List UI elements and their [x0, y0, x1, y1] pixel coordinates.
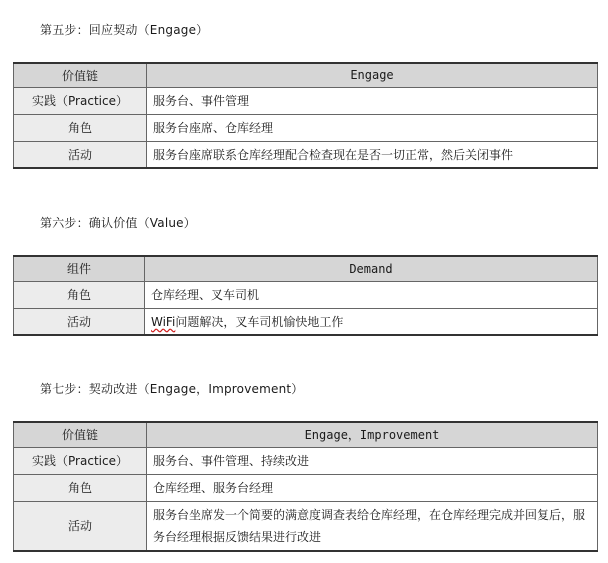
table-row [14, 474, 598, 501]
row-label-activity: 活动 [14, 308, 145, 335]
row-value-role: 仓库经理、叉车司机 [145, 281, 598, 308]
row-label-role: 角色 [14, 281, 145, 308]
header-demand: Demand [145, 256, 598, 281]
header-value-chain: 价值链 [14, 422, 147, 447]
table-header-row [14, 256, 598, 281]
header-value-chain: 价值链 [14, 63, 147, 87]
header-engage-improvement: Engage，Improvement [147, 422, 598, 447]
table-row [14, 281, 598, 308]
row-value-activity: 服务台坐席发一个简要的满意度调查表给仓库经理，在仓库经理完成并回复后，服务台经理根据反馈结果进行改进 [147, 501, 598, 551]
row-label-role: 角色 [14, 114, 147, 141]
table-row [14, 141, 598, 168]
row-value-practice: 服务台、事件管理、持续改进 [147, 447, 598, 474]
step6-heading: 第六步：确认价值（Value） [40, 216, 196, 230]
table-header-row [14, 63, 598, 87]
header-component: 组件 [14, 256, 145, 281]
row-value-activity [145, 308, 598, 335]
table-row [14, 114, 598, 141]
table-header-row [14, 422, 598, 447]
row-value-activity: 服务台座席联系仓库经理配合检查现在是否一切正常，然后关闭事件 [147, 141, 598, 168]
row-value-role: 仓库经理、服务台经理 [147, 474, 598, 501]
step6-table [13, 255, 598, 336]
row-label-role: 角色 [14, 474, 147, 501]
row-value-practice: 服务台、事件管理 [147, 87, 598, 114]
step7-heading: 第七步：契动改进（Engage，Improvement） [40, 382, 304, 396]
step5-table [13, 62, 598, 169]
table-row [14, 501, 598, 551]
wifi-spellcheck-word: WiFi [151, 314, 176, 329]
step7-table [13, 421, 598, 552]
header-engage: Engage [147, 63, 598, 87]
activity-text: 问题解决，叉车司机愉快地工作 [175, 314, 344, 329]
table-row [14, 87, 598, 114]
row-label-activity: 活动 [14, 141, 147, 168]
row-label-practice: 实践（Practice） [14, 447, 147, 474]
row-label-practice: 实践（Practice） [14, 87, 147, 114]
step5-heading: 第五步：回应契动（Engage） [40, 23, 209, 37]
table-row [14, 308, 598, 335]
row-value-role: 服务台座席、仓库经理 [147, 114, 598, 141]
row-label-activity: 活动 [14, 501, 147, 551]
table-row [14, 447, 598, 474]
